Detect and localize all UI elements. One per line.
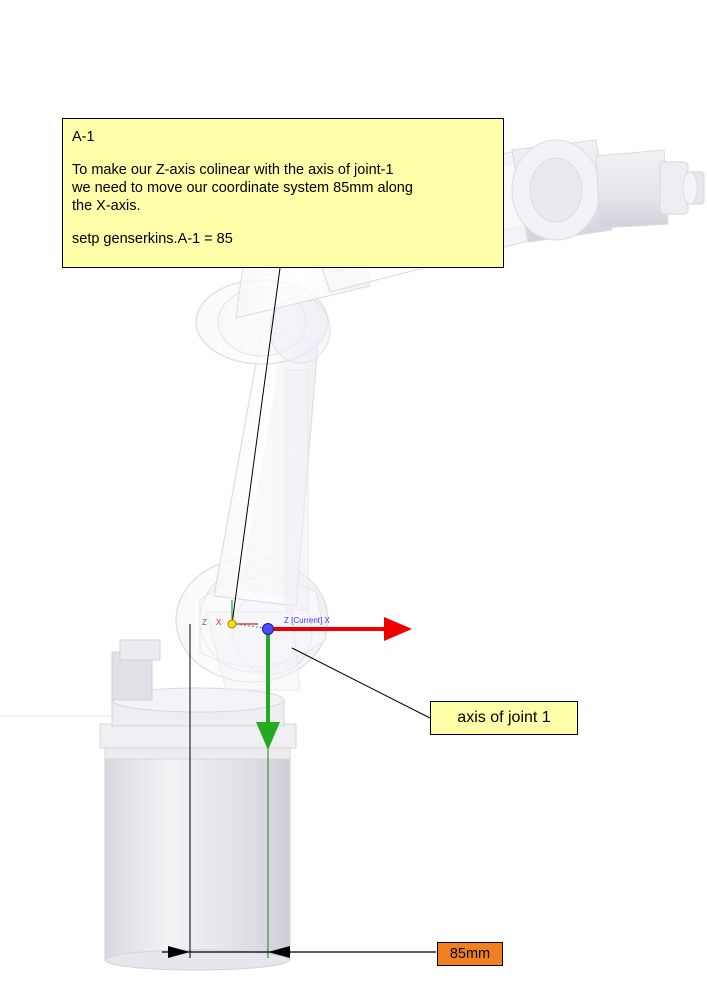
spacer: [72, 215, 493, 230]
callout-a1: [62, 118, 504, 268]
spacer: [72, 146, 493, 161]
dimension-label-85mm: 85mm: [437, 942, 503, 966]
callout-a1-body-line-1: To make our Z-axis colinear with the axis of joint-1: [72, 162, 394, 178]
callout-a1-body-line-3: the X-axis.: [72, 198, 141, 214]
z-axis-label-left: Z: [202, 618, 207, 627]
callout-a1-command: setp genserkins.A-1 = 85: [72, 231, 233, 247]
x-axis-label-left: X: [216, 618, 222, 627]
callout-a1-heading: A-1: [72, 129, 95, 145]
callout-axis-of-joint-1: axis of joint 1: [430, 701, 578, 735]
current-frame-label: Z [Current] X: [284, 616, 330, 625]
callout-a1-body-line-2: we need to move our coordinate system 85mm along: [72, 180, 413, 196]
